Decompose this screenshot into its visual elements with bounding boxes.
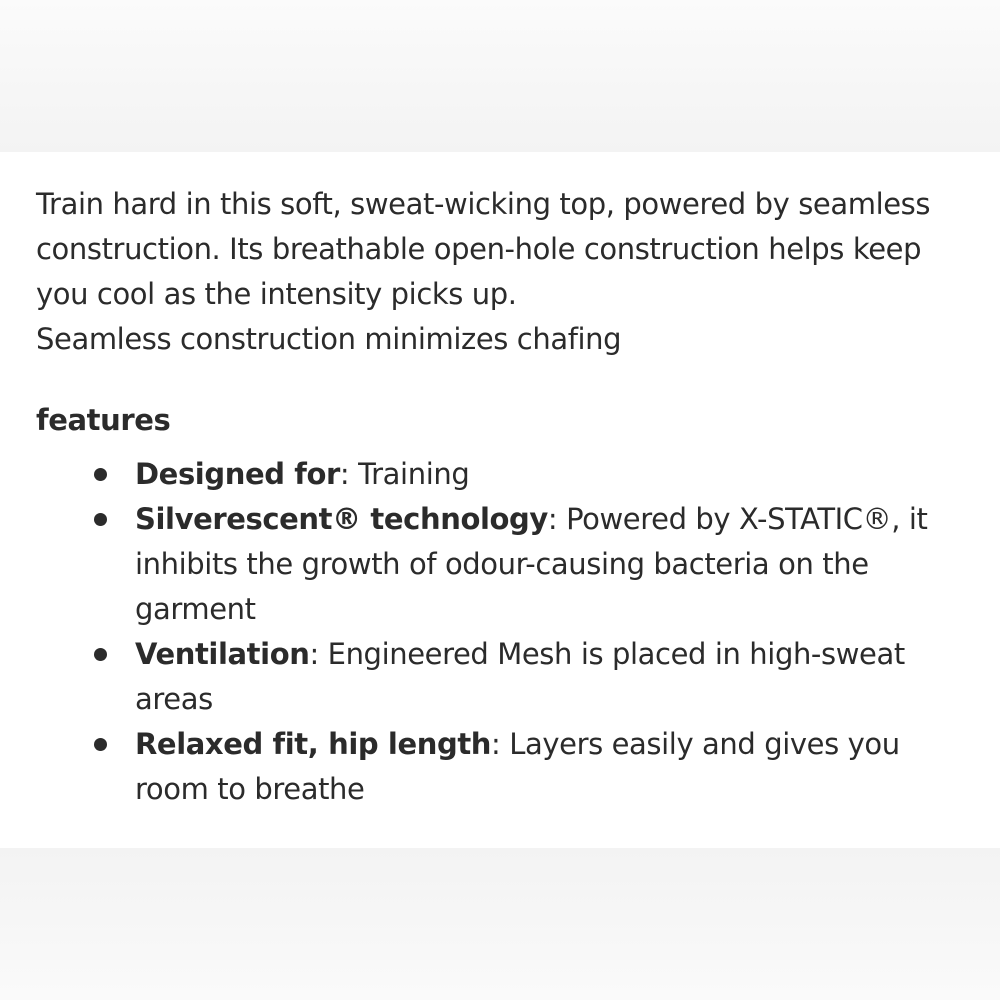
bullet-icon — [94, 468, 107, 481]
blurred-top-background — [0, 0, 1000, 152]
bullet-icon — [94, 738, 107, 751]
feature-term: Ventilation — [135, 637, 310, 671]
feature-term: Relaxed fit, hip length — [135, 727, 492, 761]
features-heading: features — [36, 403, 171, 437]
feature-item — [135, 722, 975, 812]
bullet-icon — [94, 648, 107, 661]
description-line: construction. Its breathable open-hole construction helps keep — [36, 232, 922, 266]
feature-item — [135, 632, 975, 722]
product-description — [36, 182, 986, 362]
bullet-icon — [94, 513, 107, 526]
features-list — [135, 452, 975, 812]
feature-term: Silverescent® technology — [135, 502, 548, 536]
description-line: you cool as the intensity picks up. — [36, 277, 517, 311]
feature-text: : Training — [339, 457, 470, 491]
description-line: Train hard in this soft, sweat-wicking top, powered by seamless — [36, 187, 931, 221]
feature-item — [135, 452, 975, 497]
feature-text: : Engineered Mesh is placed in high-sweat areas — [135, 637, 905, 716]
feature-item — [135, 497, 975, 632]
blurred-bottom-background — [0, 848, 1000, 1000]
description-line: Seamless construction minimizes chafing — [36, 322, 622, 356]
feature-text: : Powered by X-STATIC®, it inhibits the growth of odour-causing bacteria on the garment — [135, 502, 928, 626]
feature-term: Designed for — [135, 457, 340, 491]
feature-text: : Layers easily and gives you room to breathe — [135, 727, 900, 806]
